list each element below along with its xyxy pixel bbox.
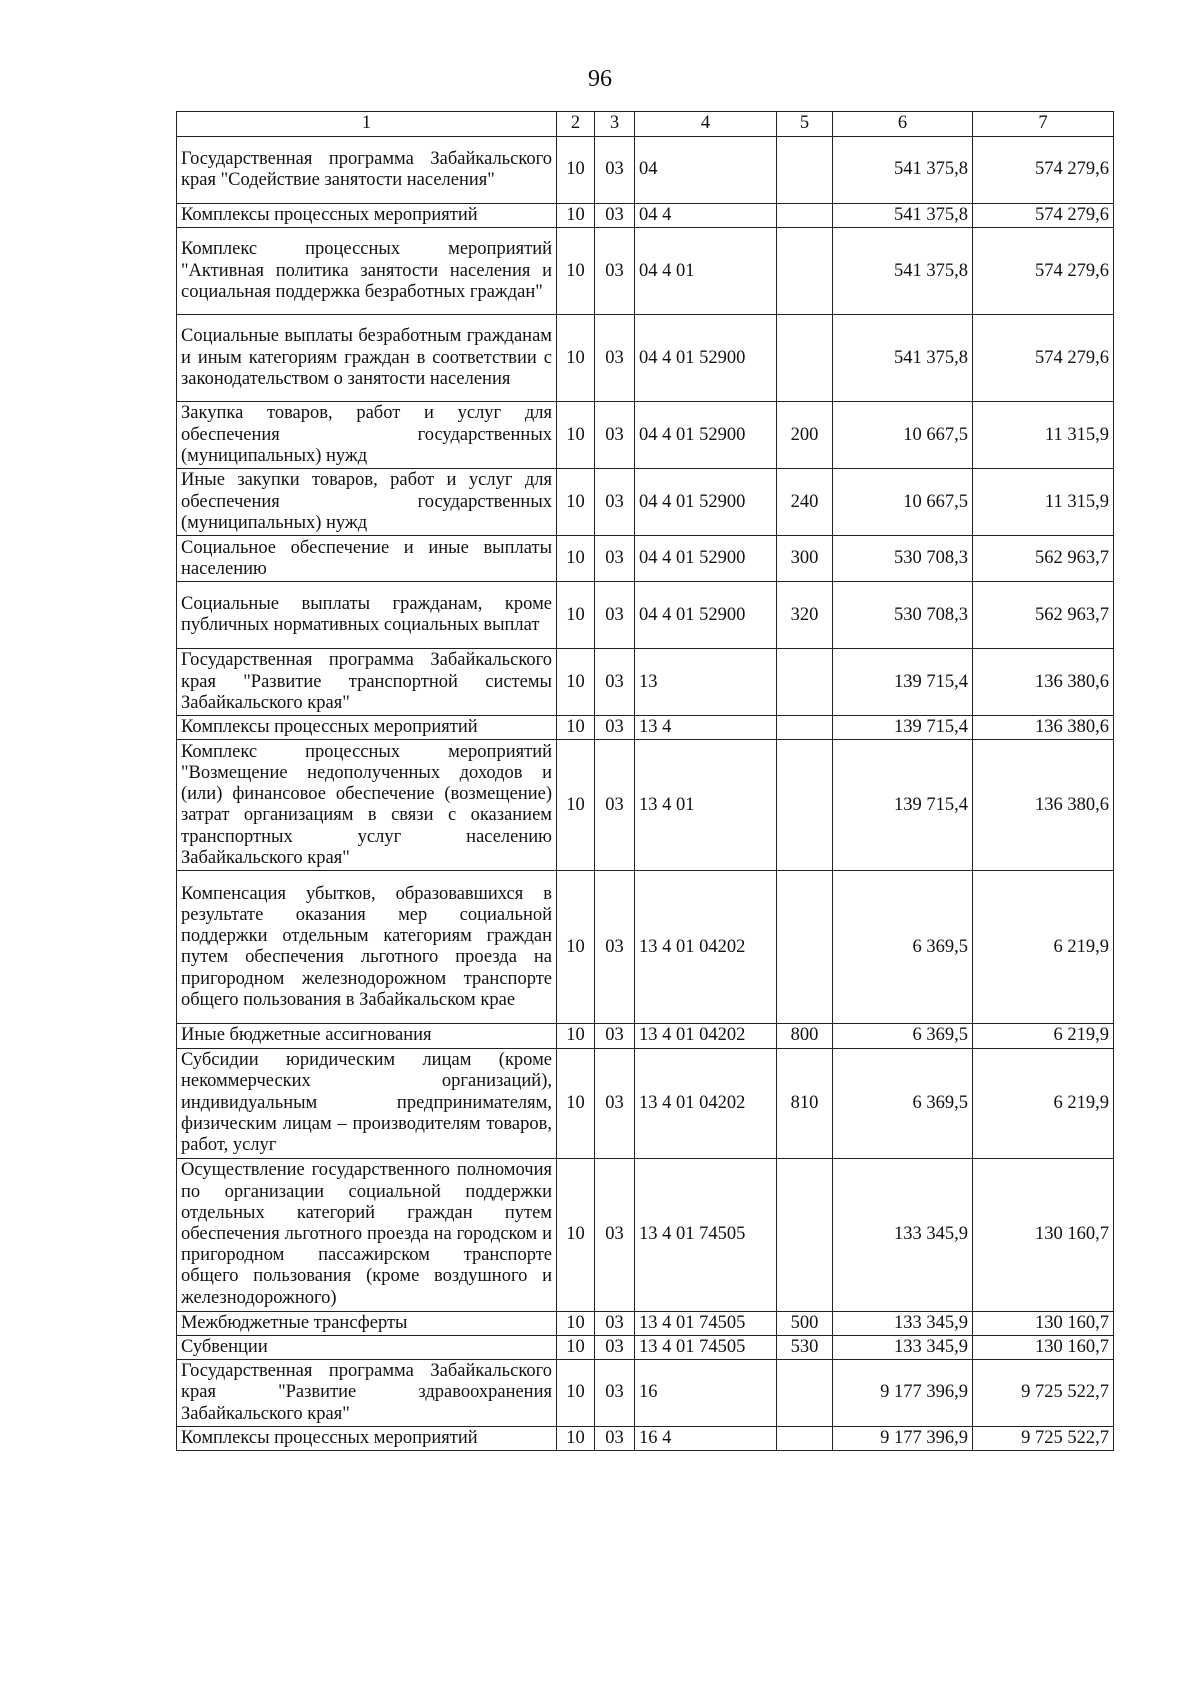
table-row bbox=[177, 402, 1114, 469]
row-target-article-cell: 13 4 01 74505 bbox=[635, 1335, 777, 1359]
row-expense-type-cell: 200 bbox=[777, 402, 833, 469]
row-name-cell: Государственная программа Забайкальского края "Содействие занятости населения" bbox=[177, 137, 557, 204]
row-section-cell: 10 bbox=[557, 228, 595, 315]
row-target-article-cell: 04 4 01 52900 bbox=[635, 402, 777, 469]
row-expense-type-cell bbox=[777, 740, 833, 871]
row-name-cell: Осуществление государственного полномочия по организации социальной поддержки отдельных категорий граждан путем обеспечения льготного проезда на городском и пригородном пассажирском транспорте общего пользования (кроме воздушного и железнодорожного) bbox=[177, 1158, 557, 1311]
row-subsection-cell: 03 bbox=[595, 1360, 635, 1427]
table-row bbox=[177, 137, 1114, 204]
row-target-article-cell: 16 bbox=[635, 1360, 777, 1427]
row-amount-col7-cell: 6 219,9 bbox=[973, 1024, 1114, 1048]
row-target-article-cell: 04 4 01 52900 bbox=[635, 469, 777, 536]
row-name-cell: Социальные выплаты гражданам, кроме публичных нормативных социальных выплат bbox=[177, 582, 557, 649]
row-target-article-cell: 13 4 01 04202 bbox=[635, 1048, 777, 1158]
row-amount-col6-cell: 541 375,8 bbox=[833, 228, 973, 315]
header-col-3: 3 bbox=[595, 112, 635, 137]
row-amount-col6-cell: 541 375,8 bbox=[833, 315, 973, 402]
row-amount-col6-cell: 133 345,9 bbox=[833, 1335, 973, 1359]
row-amount-col7-cell: 11 315,9 bbox=[973, 402, 1114, 469]
row-amount-col7-cell: 574 279,6 bbox=[973, 137, 1114, 204]
row-target-article-cell: 04 4 01 52900 bbox=[635, 582, 777, 649]
row-expense-type-cell: 500 bbox=[777, 1311, 833, 1335]
row-amount-col6-cell: 6 369,5 bbox=[833, 1048, 973, 1158]
header-col-2: 2 bbox=[557, 112, 595, 137]
row-amount-col7-cell: 136 380,6 bbox=[973, 649, 1114, 716]
row-target-article-cell: 04 4 01 52900 bbox=[635, 536, 777, 582]
row-target-article-cell: 13 bbox=[635, 649, 777, 716]
row-name-cell: Межбюджетные трансферты bbox=[177, 1311, 557, 1335]
row-expense-type-cell: 300 bbox=[777, 536, 833, 582]
row-subsection-cell: 03 bbox=[595, 536, 635, 582]
row-amount-col6-cell: 9 177 396,9 bbox=[833, 1427, 973, 1451]
row-section-cell: 10 bbox=[557, 402, 595, 469]
table-row bbox=[177, 582, 1114, 649]
row-name-cell: Иные бюджетные ассигнования bbox=[177, 1024, 557, 1048]
header-col-1: 1 bbox=[177, 112, 557, 137]
table-row bbox=[177, 1335, 1114, 1359]
budget-table bbox=[176, 111, 1114, 1451]
row-amount-col7-cell: 136 380,6 bbox=[973, 716, 1114, 740]
row-amount-col7-cell: 6 219,9 bbox=[973, 871, 1114, 1024]
row-amount-col6-cell: 541 375,8 bbox=[833, 137, 973, 204]
row-amount-col7-cell: 574 279,6 bbox=[973, 315, 1114, 402]
row-section-cell: 10 bbox=[557, 315, 595, 402]
table-body bbox=[177, 137, 1114, 1451]
row-target-article-cell: 04 4 bbox=[635, 204, 777, 228]
row-amount-col6-cell: 133 345,9 bbox=[833, 1158, 973, 1311]
row-subsection-cell: 03 bbox=[595, 740, 635, 871]
row-subsection-cell: 03 bbox=[595, 1427, 635, 1451]
row-amount-col6-cell: 133 345,9 bbox=[833, 1311, 973, 1335]
row-name-cell: Социальные выплаты безработным гражданам и иным категориям граждан в соответствии с законодательством о занятости населения bbox=[177, 315, 557, 402]
row-section-cell: 10 bbox=[557, 716, 595, 740]
header-row bbox=[177, 112, 1114, 137]
row-target-article-cell: 13 4 01 bbox=[635, 740, 777, 871]
table-row bbox=[177, 1024, 1114, 1048]
row-section-cell: 10 bbox=[557, 871, 595, 1024]
table-row bbox=[177, 740, 1114, 871]
row-target-article-cell: 04 4 01 bbox=[635, 228, 777, 315]
row-section-cell: 10 bbox=[557, 649, 595, 716]
row-amount-col6-cell: 530 708,3 bbox=[833, 536, 973, 582]
table-row bbox=[177, 536, 1114, 582]
row-amount-col6-cell: 139 715,4 bbox=[833, 740, 973, 871]
row-amount-col7-cell: 9 725 522,7 bbox=[973, 1427, 1114, 1451]
row-expense-type-cell bbox=[777, 1427, 833, 1451]
row-subsection-cell: 03 bbox=[595, 1024, 635, 1048]
table-row bbox=[177, 649, 1114, 716]
row-expense-type-cell: 530 bbox=[777, 1335, 833, 1359]
row-amount-col7-cell: 562 963,7 bbox=[973, 582, 1114, 649]
row-section-cell: 10 bbox=[557, 1427, 595, 1451]
row-amount-col7-cell: 6 219,9 bbox=[973, 1048, 1114, 1158]
row-subsection-cell: 03 bbox=[595, 1311, 635, 1335]
row-amount-col6-cell: 139 715,4 bbox=[833, 716, 973, 740]
row-name-cell: Комплекс процессных мероприятий "Активная политика занятости населения и социальная поддержка безработных граждан" bbox=[177, 228, 557, 315]
row-subsection-cell: 03 bbox=[595, 1048, 635, 1158]
row-amount-col7-cell: 562 963,7 bbox=[973, 536, 1114, 582]
row-name-cell: Комплекс процессных мероприятий "Возмещение недополученных доходов и (или) финансовое обеспечение (возмещение) затрат организациям в связи с оказанием транспортных услуг населению Забайкальского края" bbox=[177, 740, 557, 871]
table-row bbox=[177, 1311, 1114, 1335]
row-subsection-cell: 03 bbox=[595, 582, 635, 649]
row-amount-col7-cell: 130 160,7 bbox=[973, 1158, 1114, 1311]
row-subsection-cell: 03 bbox=[595, 871, 635, 1024]
row-amount-col7-cell: 574 279,6 bbox=[973, 204, 1114, 228]
row-expense-type-cell: 240 bbox=[777, 469, 833, 536]
row-expense-type-cell bbox=[777, 137, 833, 204]
row-name-cell: Государственная программа Забайкальского края "Развитие транспортной системы Забайкальского края" bbox=[177, 649, 557, 716]
table-row bbox=[177, 204, 1114, 228]
row-expense-type-cell bbox=[777, 649, 833, 716]
row-subsection-cell: 03 bbox=[595, 1158, 635, 1311]
row-expense-type-cell bbox=[777, 315, 833, 402]
row-amount-col6-cell: 139 715,4 bbox=[833, 649, 973, 716]
row-expense-type-cell: 320 bbox=[777, 582, 833, 649]
table-row bbox=[177, 871, 1114, 1024]
row-section-cell: 10 bbox=[557, 1311, 595, 1335]
row-subsection-cell: 03 bbox=[595, 716, 635, 740]
row-section-cell: 10 bbox=[557, 1335, 595, 1359]
row-expense-type-cell: 800 bbox=[777, 1024, 833, 1048]
row-target-article-cell: 04 bbox=[635, 137, 777, 204]
row-amount-col7-cell: 574 279,6 bbox=[973, 228, 1114, 315]
row-name-cell: Социальное обеспечение и иные выплаты населению bbox=[177, 536, 557, 582]
header-col-4: 4 bbox=[635, 112, 777, 137]
row-amount-col6-cell: 530 708,3 bbox=[833, 582, 973, 649]
row-amount-col6-cell: 9 177 396,9 bbox=[833, 1360, 973, 1427]
row-amount-col6-cell: 10 667,5 bbox=[833, 469, 973, 536]
row-subsection-cell: 03 bbox=[595, 402, 635, 469]
row-amount-col6-cell: 10 667,5 bbox=[833, 402, 973, 469]
row-subsection-cell: 03 bbox=[595, 1335, 635, 1359]
row-subsection-cell: 03 bbox=[595, 315, 635, 402]
row-name-cell: Компенсация убытков, образовавшихся в результате оказания мер социальной поддержки отдельным категориям граждан путем обеспечения льготного проезда на пригородном железнодорожном транспорте общего пользования в Забайкальском крае bbox=[177, 871, 557, 1024]
row-target-article-cell: 16 4 bbox=[635, 1427, 777, 1451]
row-subsection-cell: 03 bbox=[595, 137, 635, 204]
row-subsection-cell: 03 bbox=[595, 469, 635, 536]
row-section-cell: 10 bbox=[557, 204, 595, 228]
row-section-cell: 10 bbox=[557, 740, 595, 871]
table-row bbox=[177, 469, 1114, 536]
row-subsection-cell: 03 bbox=[595, 649, 635, 716]
table-row bbox=[177, 716, 1114, 740]
row-section-cell: 10 bbox=[557, 1048, 595, 1158]
row-expense-type-cell bbox=[777, 228, 833, 315]
row-name-cell: Закупка товаров, работ и услуг для обеспечения государственных (муниципальных) нужд bbox=[177, 402, 557, 469]
row-section-cell: 10 bbox=[557, 137, 595, 204]
row-name-cell: Субвенции bbox=[177, 1335, 557, 1359]
row-target-article-cell: 13 4 01 74505 bbox=[635, 1311, 777, 1335]
row-name-cell: Комплексы процессных мероприятий bbox=[177, 1427, 557, 1451]
row-expense-type-cell bbox=[777, 871, 833, 1024]
row-amount-col7-cell: 11 315,9 bbox=[973, 469, 1114, 536]
row-expense-type-cell bbox=[777, 716, 833, 740]
row-expense-type-cell bbox=[777, 1360, 833, 1427]
row-expense-type-cell bbox=[777, 204, 833, 228]
row-target-article-cell: 13 4 01 74505 bbox=[635, 1158, 777, 1311]
row-section-cell: 10 bbox=[557, 1360, 595, 1427]
row-amount-col7-cell: 130 160,7 bbox=[973, 1335, 1114, 1359]
row-section-cell: 10 bbox=[557, 1024, 595, 1048]
row-name-cell: Иные закупки товаров, работ и услуг для обеспечения государственных (муниципальных) нужд bbox=[177, 469, 557, 536]
row-amount-col6-cell: 6 369,5 bbox=[833, 1024, 973, 1048]
row-amount-col7-cell: 9 725 522,7 bbox=[973, 1360, 1114, 1427]
row-name-cell: Государственная программа Забайкальского края "Развитие здравоохранения Забайкальского края" bbox=[177, 1360, 557, 1427]
row-amount-col6-cell: 541 375,8 bbox=[833, 204, 973, 228]
row-name-cell: Комплексы процессных мероприятий bbox=[177, 716, 557, 740]
header-col-6: 6 bbox=[833, 112, 973, 137]
row-expense-type-cell bbox=[777, 1158, 833, 1311]
row-section-cell: 10 bbox=[557, 582, 595, 649]
table-row bbox=[177, 1427, 1114, 1451]
row-amount-col7-cell: 136 380,6 bbox=[973, 740, 1114, 871]
table-row bbox=[177, 228, 1114, 315]
row-name-cell: Комплексы процессных мероприятий bbox=[177, 204, 557, 228]
table-row bbox=[177, 1158, 1114, 1311]
row-expense-type-cell: 810 bbox=[777, 1048, 833, 1158]
row-section-cell: 10 bbox=[557, 469, 595, 536]
header-col-5: 5 bbox=[777, 112, 833, 137]
row-target-article-cell: 13 4 bbox=[635, 716, 777, 740]
page-number: 96 bbox=[588, 66, 612, 92]
row-target-article-cell: 13 4 01 04202 bbox=[635, 1024, 777, 1048]
row-target-article-cell: 13 4 01 04202 bbox=[635, 871, 777, 1024]
row-section-cell: 10 bbox=[557, 1158, 595, 1311]
header-col-7: 7 bbox=[973, 112, 1114, 137]
row-amount-col6-cell: 6 369,5 bbox=[833, 871, 973, 1024]
row-subsection-cell: 03 bbox=[595, 204, 635, 228]
row-section-cell: 10 bbox=[557, 536, 595, 582]
row-subsection-cell: 03 bbox=[595, 228, 635, 315]
table-row bbox=[177, 315, 1114, 402]
table-row bbox=[177, 1360, 1114, 1427]
row-name-cell: Субсидии юридическим лицам (кроме некоммерческих организаций), индивидуальным предпринимателям, физическим лицам – производителям товаров, работ, услуг bbox=[177, 1048, 557, 1158]
table-row bbox=[177, 1048, 1114, 1158]
row-amount-col7-cell: 130 160,7 bbox=[973, 1311, 1114, 1335]
row-target-article-cell: 04 4 01 52900 bbox=[635, 315, 777, 402]
